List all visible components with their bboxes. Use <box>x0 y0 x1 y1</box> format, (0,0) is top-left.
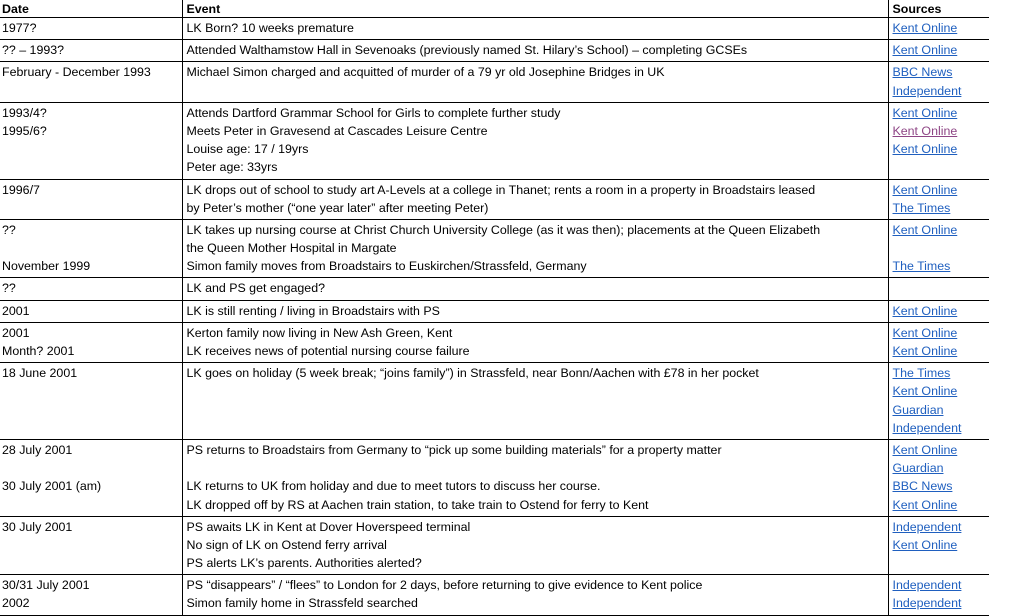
date-cell <box>0 439 182 516</box>
source-line <box>893 199 986 217</box>
table-row <box>0 18 989 40</box>
event-text: Louise age: 17 / 19yrs <box>186 142 309 157</box>
header-sources: Sources <box>888 0 989 18</box>
event-cell <box>182 322 888 362</box>
event-cell <box>182 363 888 440</box>
event-text: Meets Peter in Gravesend at Cascades Leisure Centre <box>186 123 488 138</box>
source-link[interactable]: Kent Online <box>892 142 958 157</box>
date-cell <box>0 322 182 362</box>
sources-cell <box>888 363 989 440</box>
source-line <box>893 63 986 81</box>
event-text: Attended Walthamstow Hall in Sevenoaks (previously named St. Hilary’s School) – completing GCSEs <box>186 43 748 58</box>
source-line <box>893 401 986 419</box>
date-cell <box>0 278 182 300</box>
event-text <box>187 459 884 477</box>
event-cell <box>182 575 888 615</box>
date-text: 28 July 2001 <box>2 442 73 457</box>
source-line <box>893 41 986 59</box>
event-text: Simon family moves from Broadstairs to Euskirchen/Strassfeld, Germany <box>186 259 587 274</box>
source-link[interactable]: Independent <box>892 83 962 98</box>
source-line <box>893 382 986 400</box>
source-line <box>893 594 986 612</box>
date-text <box>2 459 178 477</box>
event-text: Simon family home in Strassfeld searched <box>186 596 418 611</box>
source-line <box>893 536 986 554</box>
date-cell <box>0 363 182 440</box>
event-cell <box>182 300 888 322</box>
source-line <box>893 496 986 514</box>
table-row <box>0 322 989 362</box>
sources-cell <box>888 179 989 219</box>
event-text: LK is still renting / living in Broadstairs with PS <box>186 303 440 318</box>
source-link[interactable]: BBC News <box>892 65 953 80</box>
event-text: LK returns to UK from holiday and due to meet tutors to discuss her course. <box>186 479 601 494</box>
sources-cell <box>888 102 989 179</box>
date-text: 30/31 July 2001 <box>2 578 90 593</box>
event-text: PS alerts LK’s parents. Authorities alerted? <box>186 556 422 571</box>
header-event: Event <box>182 0 888 18</box>
source-line <box>893 221 986 239</box>
event-cell <box>182 40 888 62</box>
source-link[interactable]: Independent <box>892 519 962 534</box>
source-line <box>893 82 986 100</box>
source-line <box>893 518 986 536</box>
date-text: 2002 <box>2 596 30 611</box>
sources-cell <box>888 575 989 615</box>
date-text: 2001 <box>2 325 30 340</box>
event-text: No sign of LK on Ostend ferry arrival <box>186 537 387 552</box>
event-text: LK takes up nursing course at Christ Church University College (as it was then); placements at the Queen Elizabeth <box>186 222 821 237</box>
table-row <box>0 62 989 102</box>
date-cell <box>0 516 182 575</box>
event-cell <box>182 102 888 179</box>
source-link[interactable]: Kent Online <box>892 344 958 358</box>
date-cell <box>0 18 182 40</box>
event-cell <box>182 179 888 219</box>
date-text: 1995/6? <box>2 123 47 138</box>
source-line <box>893 441 986 459</box>
source-link[interactable]: Kent Online <box>892 442 958 457</box>
event-text: Attends Dartford Grammar School for Girls to complete further study <box>186 105 561 120</box>
event-text: PS returns to Broadstairs from Germany to “pick up some building materials” for a property matter <box>186 442 722 457</box>
source-link[interactable]: Kent Online <box>892 537 958 552</box>
event-text: LK and PS get engaged? <box>186 281 325 296</box>
source-line <box>893 140 986 158</box>
table-row <box>0 219 989 278</box>
sources-cell <box>888 18 989 40</box>
table-row <box>0 439 989 516</box>
source-link[interactable]: Kent Online <box>892 222 958 237</box>
table-row <box>0 179 989 219</box>
source-link[interactable]: Kent Online <box>892 21 958 35</box>
source-link[interactable]: Kent Online <box>892 303 958 318</box>
event-text: PS awaits LK in Kent at Dover Hoverspeed terminal <box>186 519 471 534</box>
sources-cell <box>888 219 989 278</box>
event-cell <box>182 219 888 278</box>
event-text: the Queen Mother Hospital in Margate <box>186 241 397 256</box>
sources-cell <box>888 439 989 516</box>
date-text: ?? – 1993? <box>2 43 65 58</box>
source-link[interactable]: Kent Online <box>892 384 958 399</box>
source-link[interactable]: Kent Online <box>892 497 958 512</box>
date-cell <box>0 219 182 278</box>
event-cell <box>182 278 888 300</box>
event-cell <box>182 439 888 516</box>
source-link[interactable]: Kent Online <box>892 43 958 58</box>
source-line <box>893 576 986 594</box>
source-line <box>893 104 986 122</box>
date-text: 30 July 2001 (am) <box>2 479 102 494</box>
source-link[interactable]: Independent <box>892 420 962 435</box>
event-cell <box>182 62 888 102</box>
date-text: 1977? <box>2 21 37 35</box>
date-text: ?? <box>2 222 16 237</box>
event-text: LK receives news of potential nursing course failure <box>186 344 470 358</box>
source-line <box>893 324 986 342</box>
date-text: February - December 1993 <box>2 65 151 80</box>
date-text <box>2 239 178 257</box>
table-row <box>0 575 989 615</box>
date-text: 30 July 2001 <box>2 519 73 534</box>
table-body <box>0 18 989 616</box>
source-link[interactable]: Independent <box>892 578 962 593</box>
date-text: 18 June 2001 <box>2 366 78 381</box>
event-cell <box>182 516 888 575</box>
event-text: LK goes on holiday (5 week break; “joins family”) in Strassfeld, near Bonn/Aachen with £78 in her pocket <box>186 366 759 381</box>
source-link[interactable]: BBC News <box>892 479 953 494</box>
event-text: LK drops out of school to study art A-Levels at a college in Thanet; rents a room in a property in Broadstairs leased <box>186 182 816 197</box>
source-line <box>893 419 986 437</box>
date-cell <box>0 179 182 219</box>
source-link[interactable]: The Times <box>892 259 951 274</box>
source-line <box>893 257 986 275</box>
source-link[interactable]: Guardian <box>892 402 944 417</box>
source-line <box>893 122 986 140</box>
source-link[interactable]: The Times <box>892 200 951 215</box>
table-row <box>0 102 989 179</box>
date-text: 1993/4? <box>2 105 47 120</box>
date-cell <box>0 102 182 179</box>
date-cell <box>0 62 182 102</box>
date-text: 1996/7 <box>2 182 40 197</box>
date-text: November 1999 <box>2 259 91 274</box>
event-text: Peter age: 33yrs <box>186 160 278 175</box>
table-row <box>0 516 989 575</box>
date-cell <box>0 575 182 615</box>
source-link[interactable]: Independent <box>892 596 962 611</box>
source-link[interactable]: Kent Online <box>892 105 958 120</box>
sources-cell <box>888 516 989 575</box>
header-row <box>0 0 989 18</box>
source-line <box>893 181 986 199</box>
source-link[interactable]: Kent Online <box>892 182 958 197</box>
table-row <box>0 363 989 440</box>
event-text: LK Born? 10 weeks premature <box>186 21 354 35</box>
event-cell <box>182 18 888 40</box>
table-row <box>0 300 989 322</box>
date-cell <box>0 300 182 322</box>
date-cell <box>0 40 182 62</box>
sources-cell <box>888 278 989 300</box>
source-spacer <box>893 239 986 257</box>
source-link[interactable]: Kent Online <box>892 123 958 138</box>
table-row <box>0 278 989 300</box>
source-link[interactable]: Kent Online <box>892 325 958 340</box>
table-row <box>0 40 989 62</box>
header-date: Date <box>0 0 182 18</box>
sources-cell <box>888 300 989 322</box>
event-text: LK dropped off by RS at Aachen train station, to take train to Ostend for ferry to Kent <box>186 497 649 512</box>
source-line <box>893 477 986 495</box>
source-link[interactable]: Guardian <box>892 461 944 476</box>
source-line <box>893 342 986 360</box>
sources-cell <box>888 322 989 362</box>
date-text: ?? <box>2 281 16 296</box>
source-line <box>893 459 986 477</box>
sources-cell <box>888 62 989 102</box>
source-line <box>893 19 986 37</box>
event-text: by Peter’s mother (“one year later” after meeting Peter) <box>186 200 489 215</box>
event-text: Michael Simon charged and acquitted of murder of a 79 yr old Josephine Bridges in UK <box>186 65 665 80</box>
source-line <box>893 302 986 320</box>
sources-cell <box>888 40 989 62</box>
date-text: 2001 <box>2 303 30 318</box>
source-link[interactable]: The Times <box>892 366 951 381</box>
event-text: Kerton family now living in New Ash Green, Kent <box>186 325 453 340</box>
date-text: Month? 2001 <box>2 344 75 358</box>
source-line <box>893 364 986 382</box>
event-text: PS “disappears” / “flees” to London for 2 days, before returning to give evidence to Kent police <box>186 578 703 593</box>
